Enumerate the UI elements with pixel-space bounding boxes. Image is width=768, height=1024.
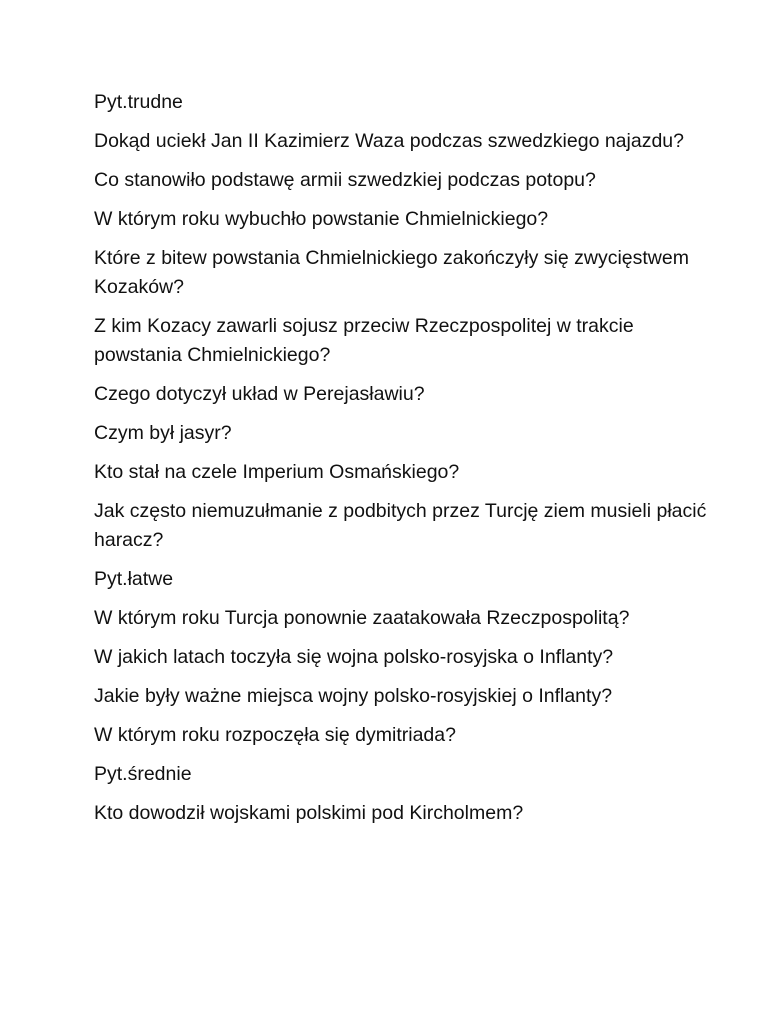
question-line: W którym roku rozpoczęła się dymitriada? <box>94 724 456 746</box>
question-line: Kto dowodził wojskami polskimi pod Kircholmem? <box>94 802 524 824</box>
document-content <box>94 88 714 838</box>
question-line: Jak często niemuzułmanie z podbitych przez Turcję ziem musieli płacić haracz? <box>94 500 707 551</box>
question-line: W jakich latach toczyła się wojna polsko-rosyjska o Inflanty? <box>94 646 614 668</box>
section-heading-srednie: Pyt.średnie <box>94 763 192 785</box>
question-line: Które z bitew powstania Chmielnickiego zakończyły się zwycięstwem Kozaków? <box>94 247 689 298</box>
question-line: Jakie były ważne miejsca wojny polsko-rosyjskiej o Inflanty? <box>94 685 613 707</box>
question-line: W którym roku Turcja ponownie zaatakowała Rzeczpospolitą? <box>94 607 630 629</box>
question-line: Kto stał na czele Imperium Osmańskiego? <box>94 461 460 483</box>
question-line: Dokąd uciekł Jan II Kazimierz Waza podczas szwedzkiego najazdu? <box>94 130 684 152</box>
question-line: Z kim Kozacy zawarli sojusz przeciw Rzeczpospolitej w trakcie powstania Chmielnickiego? <box>94 315 634 366</box>
question-line: Co stanowiło podstawę armii szwedzkiej podczas potopu? <box>94 169 596 191</box>
question-line: Czego dotyczył układ w Perejasławiu? <box>94 383 425 405</box>
question-line: Czym był jasyr? <box>94 422 232 444</box>
question-line: W którym roku wybuchło powstanie Chmielnickiego? <box>94 208 549 230</box>
section-heading-trudne: Pyt.trudne <box>94 91 183 113</box>
section-heading-latwe: Pyt.łatwe <box>94 568 174 590</box>
